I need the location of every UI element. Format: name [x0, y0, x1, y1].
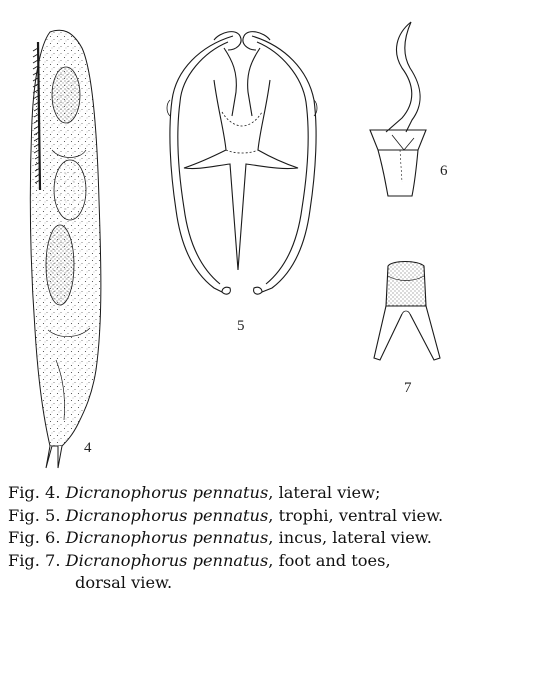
- caption-species: Dicranophorus pennatus: [65, 550, 269, 570]
- caption-text: , trophi, ventral view.: [268, 505, 444, 525]
- caption-label: Fig. 6.: [8, 528, 61, 547]
- caption-fig6: [8, 527, 538, 550]
- caption-species: Dicranophorus pennatus: [65, 483, 269, 502]
- fig7-foot-drawing: [374, 262, 440, 361]
- caption-species: Dicranophorus pennatus: [65, 528, 269, 547]
- fig5-number: 5: [237, 318, 245, 334]
- caption-species: Dicranophorus pennatus: [65, 505, 269, 525]
- caption-text: , foot and toes,: [268, 550, 391, 570]
- caption-fig7: [8, 550, 538, 573]
- caption-label: Fig. 4.: [8, 483, 61, 502]
- fig6-number: 6: [440, 163, 448, 179]
- caption-fig7-continuation: dorsal view.: [75, 573, 173, 592]
- caption-text: , incus, lateral view.: [268, 528, 432, 547]
- fig5-trophi-drawing: [167, 32, 317, 294]
- caption-text: , lateral view;: [268, 483, 381, 502]
- caption-label: Fig. 5.: [8, 505, 61, 525]
- fig4-body-drawing: [30, 30, 101, 468]
- caption-label: Fig. 7.: [8, 550, 61, 570]
- caption-fig5: [8, 505, 538, 528]
- fig4-number: 4: [84, 440, 92, 456]
- fig7-number: 7: [404, 380, 412, 396]
- fig6-incus-drawing: [370, 22, 426, 196]
- caption-fig4: [8, 482, 538, 505]
- figure-captions: [8, 482, 538, 595]
